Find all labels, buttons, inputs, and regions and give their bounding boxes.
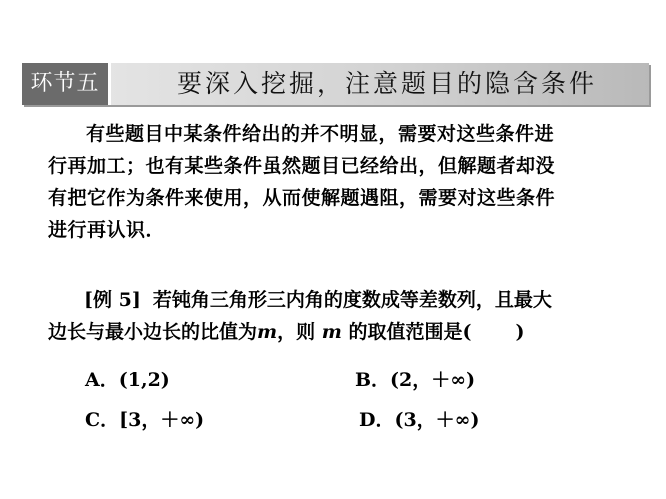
variable-m: m [257,321,278,343]
intro-line-1: 有些题目中某条件给出的并不明显，需要对这些条件进 [86,123,555,145]
intro-line-3: 有把它作为条件来使用，从而使解题遇阻，需要对这些条件 [48,187,556,209]
example-line-2-prefix: 边长与最小边长的比值为 [48,321,258,343]
option-c: C．[3，＋∞) [85,409,205,431]
example-line-2-mid: ，则 [277,321,316,343]
example-line-2-suffix: 的取值范围是( [348,321,472,343]
variable-m: m [321,321,342,343]
close-paren: ) [515,321,525,343]
intro-paragraph [48,118,623,246]
section-title: 要深入挖掘，注意题目的隐含条件 [177,69,598,98]
section-tag: 环节五 [22,63,111,105]
example-label: [例 5] [84,289,141,311]
section-banner [22,63,649,105]
intro-line-4: 进行再认识． [48,219,166,241]
option-b: B．(2，＋∞) [355,369,476,391]
example-problem [48,284,623,348]
example-line-1: 若钝角三角形三内角的度数成等差数列，且最大 [152,289,552,311]
option-a: A．(1,2) [85,369,170,391]
option-d: D．(3，＋∞) [359,409,480,431]
intro-line-2: 行再加工；也有某些条件虽然题目已经给出，但解题者却没 [48,155,556,177]
